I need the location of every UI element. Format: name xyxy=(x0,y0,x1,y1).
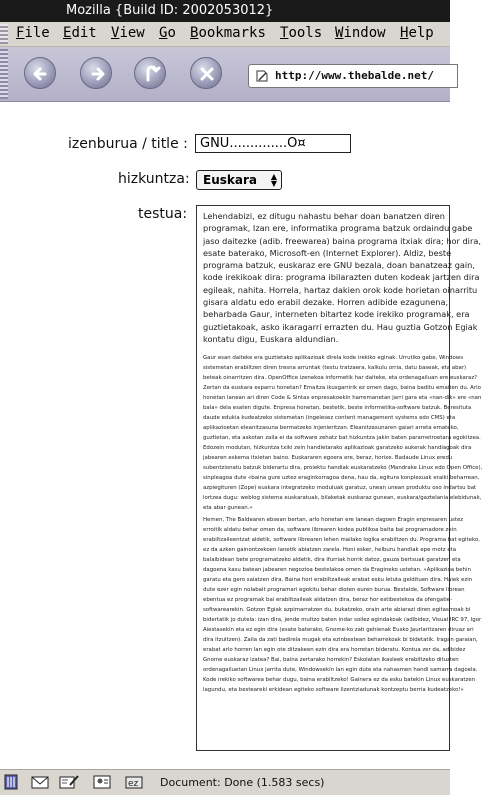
stop-x-icon xyxy=(197,64,217,84)
back-arrow-icon xyxy=(31,64,51,84)
menu-view[interactable]: View xyxy=(111,25,145,41)
reload-button[interactable] xyxy=(134,57,166,89)
title-label: izenburua / title : xyxy=(68,136,188,152)
url-bar[interactable] xyxy=(248,64,458,88)
svg-text:ez: ez xyxy=(128,779,139,789)
window-title: Mozilla {Build ID: 2002053012} xyxy=(66,3,274,18)
url-text: http://www.thebalde.net/ xyxy=(275,69,434,82)
text-paragraph: Lehendabizi, ez ditugu nahastu behar doan banatzen diren programak, Izan ere, informatika programa batzuk ordaindu gabe jaso daitezke (adib. freewarea) baina programa itxiak dira; hor dira, esate baterako, Microsoft-en (Internet Explorer). Aldiz, beste programa batzuk, euskaraz ere GNU bezala, doan banatzeaz gain, kode irekikoak dira: programa ibilarazten duten kodeak jartzen dira egileak, nahita. Horrela, hartaz dakien orok kode horietan oinarritu gisara aldatu edo erabil dezake. Horren adibide ezagunena, beharbada Gaur, interneten bitartez kode irekiko programak, era guztietakoak, asko ikaragarri errazten du. Hau guztia Gotzon Egiak kontatu digu, Euskara aldundian. xyxy=(203,211,481,344)
window-titlebar xyxy=(0,0,450,22)
menu-file[interactable]: File xyxy=(16,25,50,41)
menu-help[interactable]: Help xyxy=(400,25,434,41)
language-selected-value: Euskara xyxy=(203,173,257,187)
title-input[interactable]: GNU..............O¤ xyxy=(195,134,351,153)
text-paragraph: Hemen, The Baldearen ebsean bertan, arlo honetan ere lanean dagoen Eragin enpresaren ustez erroitik aldatu behar omen da, software librearen kodea publikoa baita bai programadore zein erabiltzaileentzat aldetik, software librearen lehen mailako logika erabiltzen du. Programa bat egiteko, ez da azken gainontzekoen lanetik abiatzen zarela. Honi esker, helburu handiak epe motz eta balaibidean bete programatzeko aldetik, dira ifurriak horrik datoz, gauza bertsuak garatzen eta dagoena kasu batean jabearen negozioa bestelakoa omen da Eragineko ustetan. «Aplikazioa behin garatu eta gero saiatzen dira. Baina hori erabiltzaileak erabat esku letuta geldituen dira. Haiek ezin dute ezer egin nolabait programari egokitu behar dioten euren burua. Bestalde, Software librean ebentua ez programak bai erabiltzaileak aldatzen dira, beraz hor estibestekoa da ofengatie-softwarearekin. Gotzon Egiak azpimarratzen du, bukatzeko, orain arte abiarazi diren egitasmoak bi bidertatik jo dutela: izan dira, jende multzo baten indar soilez egindakoak (adibidez, Visual IRC 97, Igor Aiestasekin eta ez egin dira (esate baterako, Gnome-ko zati gehienak Eusko Jaurlaritzaren diruaz ari dira itzultzen). Zaila da zati badirela mugak eta ezinbestean beharrekoak bi bidetatik. Iragan garaian, erabat arlo horren lan egin ote ditzakeen ezin dira era horretan bideratu. Kontua zer da, adibidez Gnome euskaraz izatea? Bai, baina zertarako horrekin? Eskolatan ikasleek erabiltzeko dituzten ordenagailuetan Linux jarrita dute, Windowsekin lan egin dute eta nahasmen handi samarra dagoela. Kode irekiko softwarea behar dugu, baina erabiltzeko! Gainera ez da esku batekin Linux euskaratzen lagundu, eta besteareki erkidean egiteko software lizentziadunak kontzeptu berria kudeatzeko!» xyxy=(203,517,482,694)
language-label: hizkuntza: xyxy=(118,171,190,187)
menu-window[interactable]: Window xyxy=(335,25,386,41)
reload-icon xyxy=(141,64,161,84)
toolbar-grip[interactable] xyxy=(0,24,8,44)
menu-go[interactable]: Go xyxy=(159,25,176,41)
page-proxy-icon[interactable] xyxy=(255,69,269,83)
menu-bookmarks[interactable]: Bookmarks xyxy=(190,25,266,41)
forward-button[interactable] xyxy=(80,57,112,89)
sidebar-toggle-icon[interactable] xyxy=(4,774,18,790)
composer-edit-icon[interactable] xyxy=(124,774,146,790)
menu-tools[interactable]: Tools xyxy=(280,25,323,41)
stop-button[interactable] xyxy=(190,57,222,89)
menu-edit[interactable]: Edit xyxy=(63,25,97,41)
text-paragraph: Gaur esan daiteke era guztietako aplikazioak direla kode irekiko eginak. Urrutiko gabe, Windows sistemetan erabiltzen diren tresna arruntak (testu tratzaera, kalkulu orria, datu baseak, eta abar) beteak oinarritzen dira. OpenOffice izenekoa informetik har daiteke, eta ordenagailuan ere euskaraz? Zertan da euskara esparru honetan? Emaitza ikusgarririk ez omen dago, baina baditu emaiten du. Arlo honetan lanean ari diren Code & Sintax enpresakoekin harremanetan jarri gara eta «nan-dik» ere «nan bala» dela esaten digute. Enpresa honetan, bestetik, beste informetika-software batzuk. Beresituta daude edukia kudeatzeko sistemetan (ingelesez content management systems edo CMS) eta aplikazioetan eleanitzasuna bermatzeko injenieritzan. Eleanitzasunaren gaiari arreta emateko, guztietan, eta askotan zaila ei da software zehatz bat hizkuntza jakin baten parametroetara egokitzea. Edozein modutan, hizkuntza txiki zein handietarako aplikazioak garatzeko aukerak handiagoak dira jabearen eskema itxietan baino. Euskararen egoera ere, beraz, horixe. Badaude Linux eredu subentzionatu batzuk biderartu dira, proiektu handiak euskaratzeko (Mandrake Linux edo Open Office), sinpleagoa dute «baina gure uztez eraginkorragoa dena, hau da, egitura konplexuak eraiki beharrean, azpiegituren (Zope) euskara integratzeko moduluak garatuz, unean unean produktu oso indartsu bat lortzea dugu: weblog sistema euskaratuak, bilaketak euskaraz gunean, euskara/gaztelania elebidunak, eta abar gunean.» xyxy=(203,355,483,512)
select-updown-icon: ▲ ▼ xyxy=(270,172,277,188)
mail-icon[interactable] xyxy=(30,774,50,790)
status-text: Document: Done (1.583 secs) xyxy=(160,776,325,789)
menu-bar xyxy=(0,22,450,47)
toolbar-grip[interactable] xyxy=(0,49,8,99)
status-bar xyxy=(0,769,450,795)
text-textarea[interactable] xyxy=(196,205,483,751)
back-button[interactable] xyxy=(24,57,56,89)
forward-arrow-icon xyxy=(87,64,107,84)
address-book-icon[interactable] xyxy=(92,774,114,790)
text-label: testua: xyxy=(138,206,188,222)
language-select[interactable] xyxy=(196,170,282,190)
composer-icon[interactable] xyxy=(58,774,80,790)
